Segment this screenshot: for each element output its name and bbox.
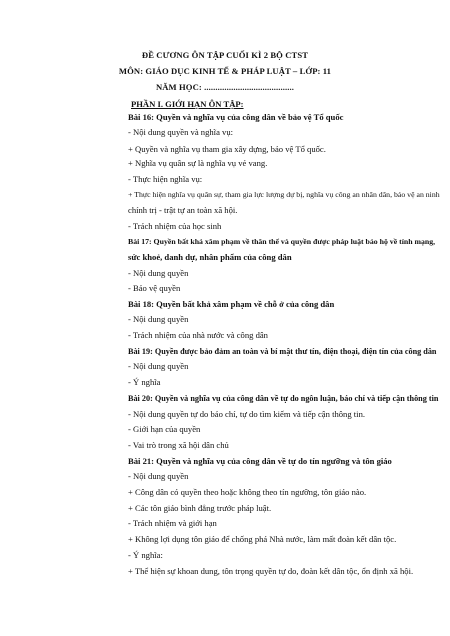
body-text-line: - Vai trò trong xã hội dân chủ — [128, 440, 229, 450]
section-heading: Bài 20: Quyền và nghĩa vụ của công dân về tự do ngôn luận, báo chí và tiếp cận thông tin — [128, 394, 439, 403]
body-text-line: - Trách nhiệm của nhà nước và công dân — [128, 330, 268, 340]
section-heading: sức khoẻ, danh dự, nhân phẩm của công dân — [128, 252, 292, 262]
section-heading: Bài 21: Quyền và nghĩa vụ của công dân về tự do tín ngưỡng và tôn giáo — [128, 456, 392, 466]
body-text-line: - Giới hạn của quyền — [128, 424, 201, 434]
body-text-line: + Nghĩa vụ quân sự là nghĩa vụ vẻ vang. — [128, 158, 268, 168]
body-text-line: - Ý nghĩa: — [128, 550, 163, 560]
document-title: ĐỀ CƯƠNG ÔN TẬP CUỐI KÌ 2 BỘ CTST — [141, 50, 309, 60]
document-year: NĂM HỌC: ........................................ — [155, 82, 295, 92]
body-text-line: + Quyền và nghĩa vụ tham gia xây dựng, bảo vệ Tổ quốc. — [128, 144, 326, 154]
body-text-line: - Thực hiện nghĩa vụ: — [128, 174, 203, 184]
document-subject: MÔN: GIÁO DỤC KINH TẾ & PHÁP LUẬT – LỚP: 11 — [118, 66, 332, 76]
body-text-line: - Bảo vệ quyền — [128, 283, 181, 293]
body-text-line: - Trách nhiệm của học sinh — [128, 221, 222, 231]
body-text-line: - Nội dung quyền — [128, 361, 189, 371]
body-text-line: - Nội dung quyền — [128, 314, 189, 324]
body-text-line: + Các tôn giáo bình đẳng trước pháp luật. — [128, 503, 272, 513]
section-heading: Bài 18: Quyền bất khả xâm phạm về chỗ ở của công dân — [128, 299, 335, 309]
body-text-line: + Không lợi dụng tôn giáo để chống phá Nhà nước, làm mất đoàn kết dân tộc. — [128, 534, 397, 544]
section-heading: Bài 19: Quyền được bảo đảm an toàn và bí mật thư tín, điện thoại, điện tín của công dân — [128, 347, 437, 356]
body-text-line: + Thực hiện nghĩa vụ quân sự, tham gia lực lượng dự bị, nghĩa vụ công an nhân dân, bảo vệ an ninh — [128, 190, 440, 199]
section-heading: Bài 16: Quyền và nghĩa vụ của công dân về bảo vệ Tổ quốc — [128, 112, 344, 122]
body-text-line: + Công dân có quyền theo hoặc không theo tín ngưỡng, tôn giáo nào. — [128, 487, 367, 497]
body-text-line: chính trị - trật tự an toàn xã hội. — [128, 205, 238, 215]
body-text-line: - Nội dung quyền — [128, 268, 189, 278]
body-text-line: + Thể hiện sự khoan dung, tôn trọng quyền tự do, đoàn kết dân tộc, ổn định xã hội. — [128, 566, 414, 576]
body-text-line: - Nội dung quyền — [128, 471, 189, 481]
section-heading: PHẦN I. GIỚI HẠN ÔN TẬP: — [131, 99, 244, 109]
body-text-line: - Nội dung quyền tự do báo chí, tự do tìm kiếm và tiếp cận thông tin. — [128, 409, 366, 419]
body-text-line: - Trách nhiệm và giới hạn — [128, 518, 217, 528]
body-text-line: - Ý nghĩa — [128, 377, 161, 387]
body-text-line: - Nội dung quyền và nghĩa vụ: — [128, 127, 234, 137]
section-heading: Bài 17: Quyền bất khả xâm phạm về thân thể và quyền được pháp luật bảo hộ về tính mạng, — [128, 237, 436, 246]
